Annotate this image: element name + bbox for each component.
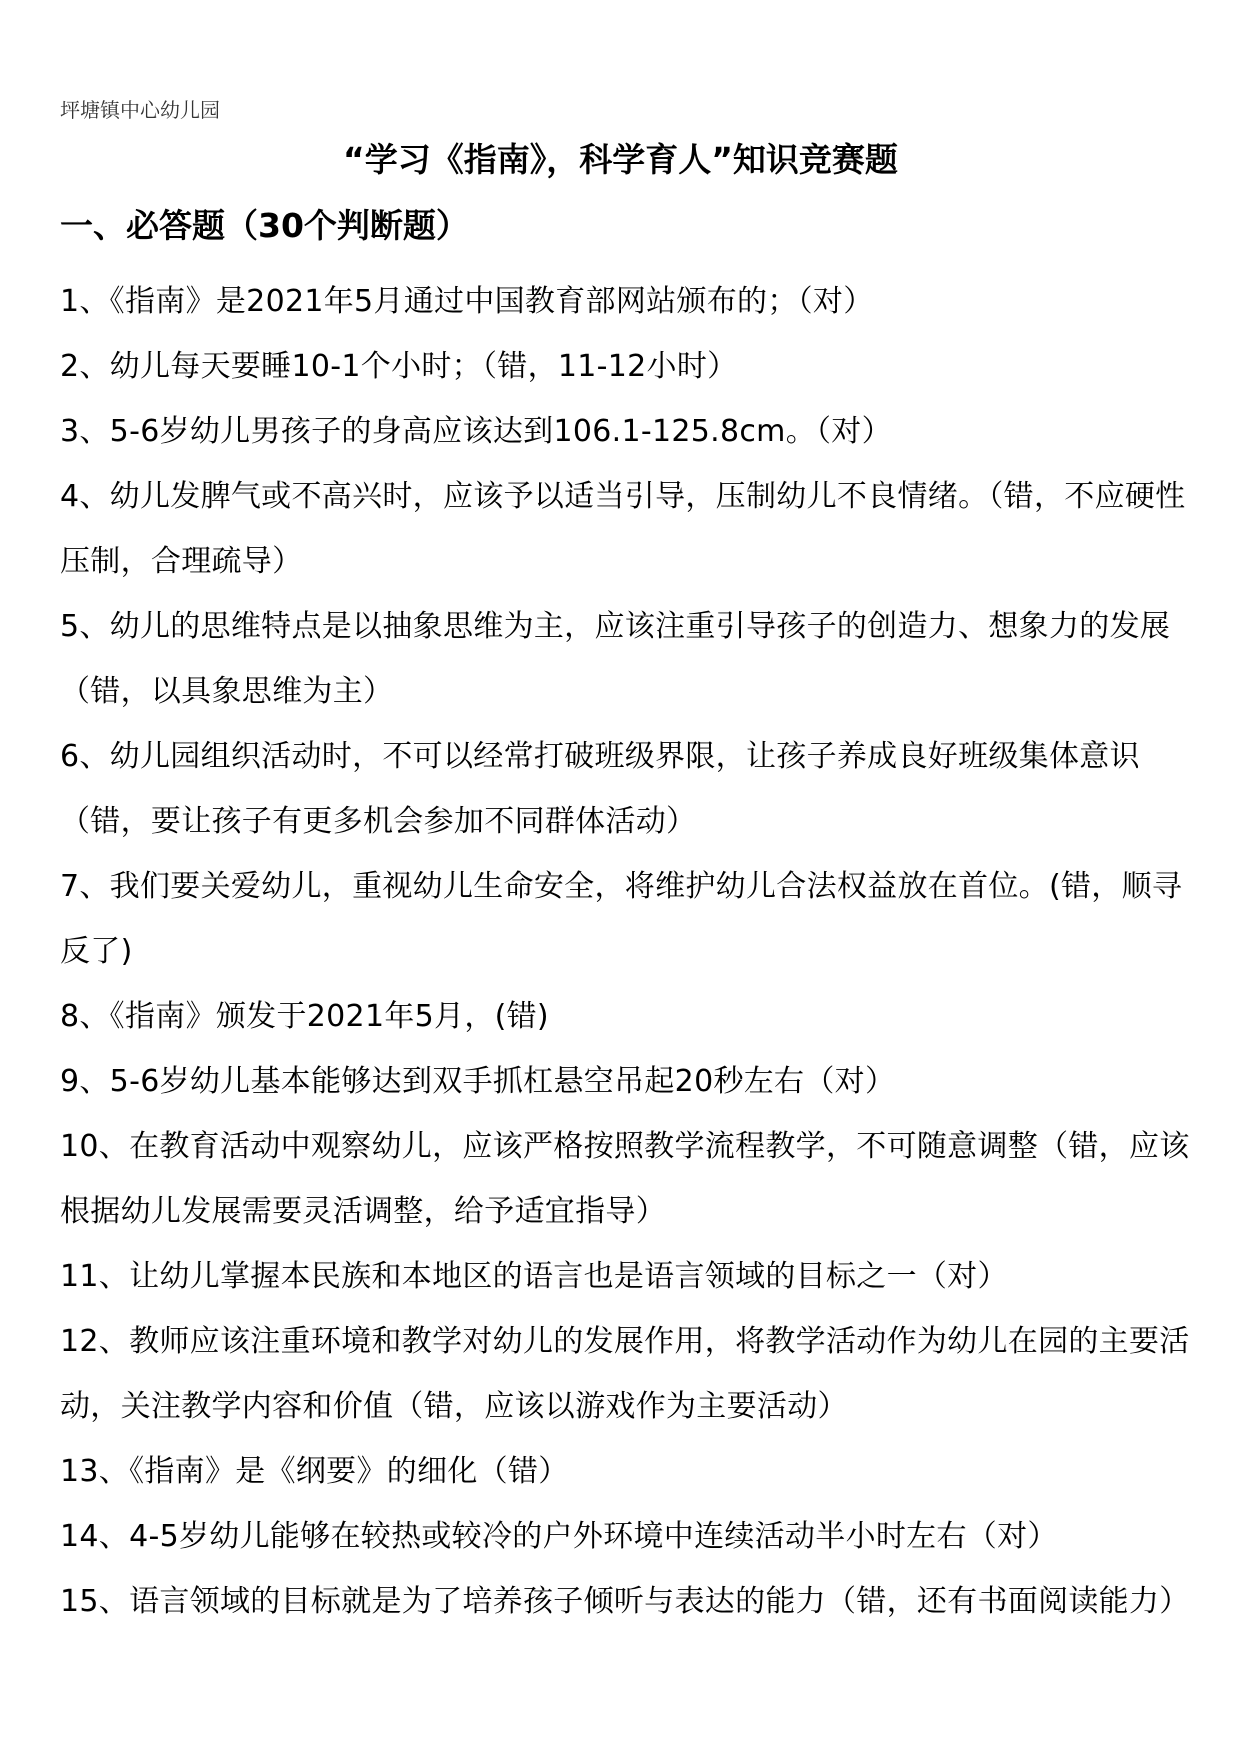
question-item: 5、幼儿的思维特点是以抽象思维为主，应该注重引导孩子的创造力、想象力的发展（错，以具象思维为主） (60, 609, 1171, 709)
section-heading: 一、必答题（30个判断题） (60, 206, 469, 245)
question-item: 6、幼儿园组织活动时，不可以经常打破班级界限，让孩子养成良好班级集体意识（错，要让孩子有更多机会参加不同群体活动） (60, 739, 1140, 839)
question-item: 12、教师应该注重环境和教学对幼儿的发展作用，将教学活动作为幼儿在园的主要活动，关注教学内容和价值（错，应该以游戏作为主要活动） (60, 1324, 1190, 1424)
question-item: 15、语言领域的目标就是为了培养孩子倾听与表达的能力（错，还有书面阅读能力） (60, 1584, 1190, 1619)
question-list (60, 269, 1190, 1634)
question-item: 1、《指南》是2021年5月通过中国教育部网站颁布的；（对） (60, 284, 874, 319)
question-item: 7、我们要关爱幼儿，重视幼儿生命安全，将维护幼儿合法权益放在首位。(错，顺寻反了) (60, 869, 1183, 969)
question-item: 4、幼儿发脾气或不高兴时，应该予以适当引导，压制幼儿不良情绪。（错，不应硬性压制，合理疏导） (60, 479, 1186, 579)
question-item: 13、《指南》是《纲要》的细化（错） (60, 1454, 569, 1489)
kindergarten-name: 坪塘镇中心幼儿园 (60, 98, 220, 122)
question-item: 9、5-6岁幼儿基本能够达到双手抓杠悬空吊起20秒左右（对） (60, 1064, 896, 1099)
question-item: 2、幼儿每天要睡10-1个小时；（错，11-12小时） (60, 349, 738, 384)
question-item: 10、在教育活动中观察幼儿，应该严格按照教学流程教学，不可随意调整（错，应该根据幼儿发展需要灵活调整，给予适宜指导） (60, 1129, 1190, 1229)
question-item: 3、5-6岁幼儿男孩子的身高应该达到106.1-125.8cm。（对） (60, 414, 892, 449)
question-item: 14、4-5岁幼儿能够在较热或较冷的户外环境中连续活动半小时左右（对） (60, 1519, 1058, 1554)
page-title: “学习《指南》，科学育人”知识竞赛题 (343, 140, 898, 179)
question-item: 11、让幼儿掌握本民族和本地区的语言也是语言领域的目标之一（对） (60, 1259, 1008, 1294)
question-item: 8、《指南》颁发于2021年5月，(错) (60, 999, 549, 1034)
